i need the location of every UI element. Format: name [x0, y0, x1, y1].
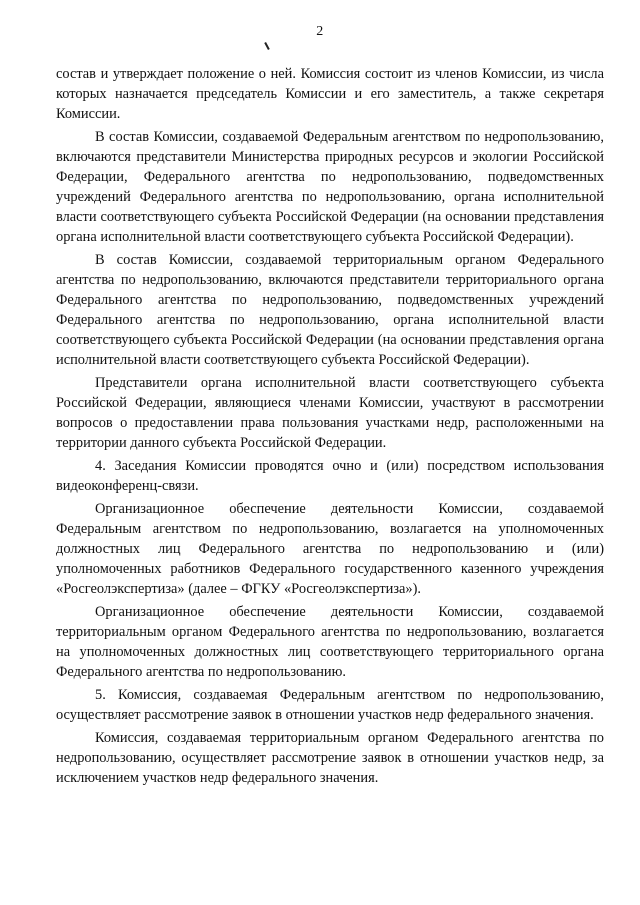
paragraph-subject-representatives: Представители органа исполнительной власти соответствующего субъекта Российской Федерации, являющиеся членами Комиссии, участвуют в рассмотрении вопросов о предоставлении права пользования участками недр, расположенными на территории данного субъекта Российской Федерации. [56, 375, 604, 451]
paragraph-continuation: состав и утверждает положение о ней. Комиссия состоит из членов Комиссии, из числа которых назначается председатель Комиссии и его заместитель, а также секретаря Комиссии. [56, 66, 604, 122]
paragraph-territorial-commission: Комиссия, создаваемая территориальным органом Федерального агентства по недропользованию, осуществляет рассмотрение заявок в отношении участков недр, за исключением участков недр федерального значения. [56, 730, 604, 786]
paragraph-item-5-federal-commission: 5. Комиссия, создаваемая Федеральным агентством по недропользованию, осуществляет рассмотрение заявок в отношении участков недр федерального значения. [56, 687, 604, 723]
paragraph-commission-composition-federal: В состав Комиссии, создаваемой Федеральным агентством по недропользованию, включаются представители Министерства природных ресурсов и экологии Российской Федерации, Федерального агентства по недропользованию, подведомственных учреждений Федерального агентства по недропользованию, органа исполнительной власти соответствующего субъекта Российской Федерации (на основании представления органа исполнительной власти соответствующего субъекта Российской Федерации). [56, 129, 604, 245]
scan-artifact-mark [264, 42, 270, 50]
document-body [56, 64, 604, 788]
paragraph-commission-composition-territorial: В состав Комиссии, создаваемой территориальным органом Федерального агентства по недропользованию, включаются представители территориального органа Федерального агентства по недропользованию, подведомственных учреждений Федерального агентства по недропользованию, органа исполнительной власти соответствующего субъекта Российской Федерации (на основании представления органа исполнительной власти соответствующего субъекта Российской Федерации). [56, 252, 604, 368]
paragraph-organizational-support-federal: Организационное обеспечение деятельности Комиссии, создаваемой Федеральным агентством по недропользованию, возлагается на уполномоченных должностных лиц Федерального агентства по недропользованию и (или) уполномоченных работников Федерального государственного казенного учреждения «Росгеолэкспертиза» (далее – ФГКУ «Росгеолэкспертиза»). [56, 501, 604, 597]
paragraph-organizational-support-territorial: Организационное обеспечение деятельности Комиссии, создаваемой территориальным органом Федерального агентства по недропользованию, возлагается на уполномоченных должностных лиц соответствующего территориального органа Федерального агентства по недропользованию. [56, 604, 604, 680]
page-number: 2 [316, 24, 324, 39]
paragraph-item-4-meetings: 4. Заседания Комиссии проводятся очно и (или) посредством использования видеоконференц-связи. [56, 458, 604, 494]
